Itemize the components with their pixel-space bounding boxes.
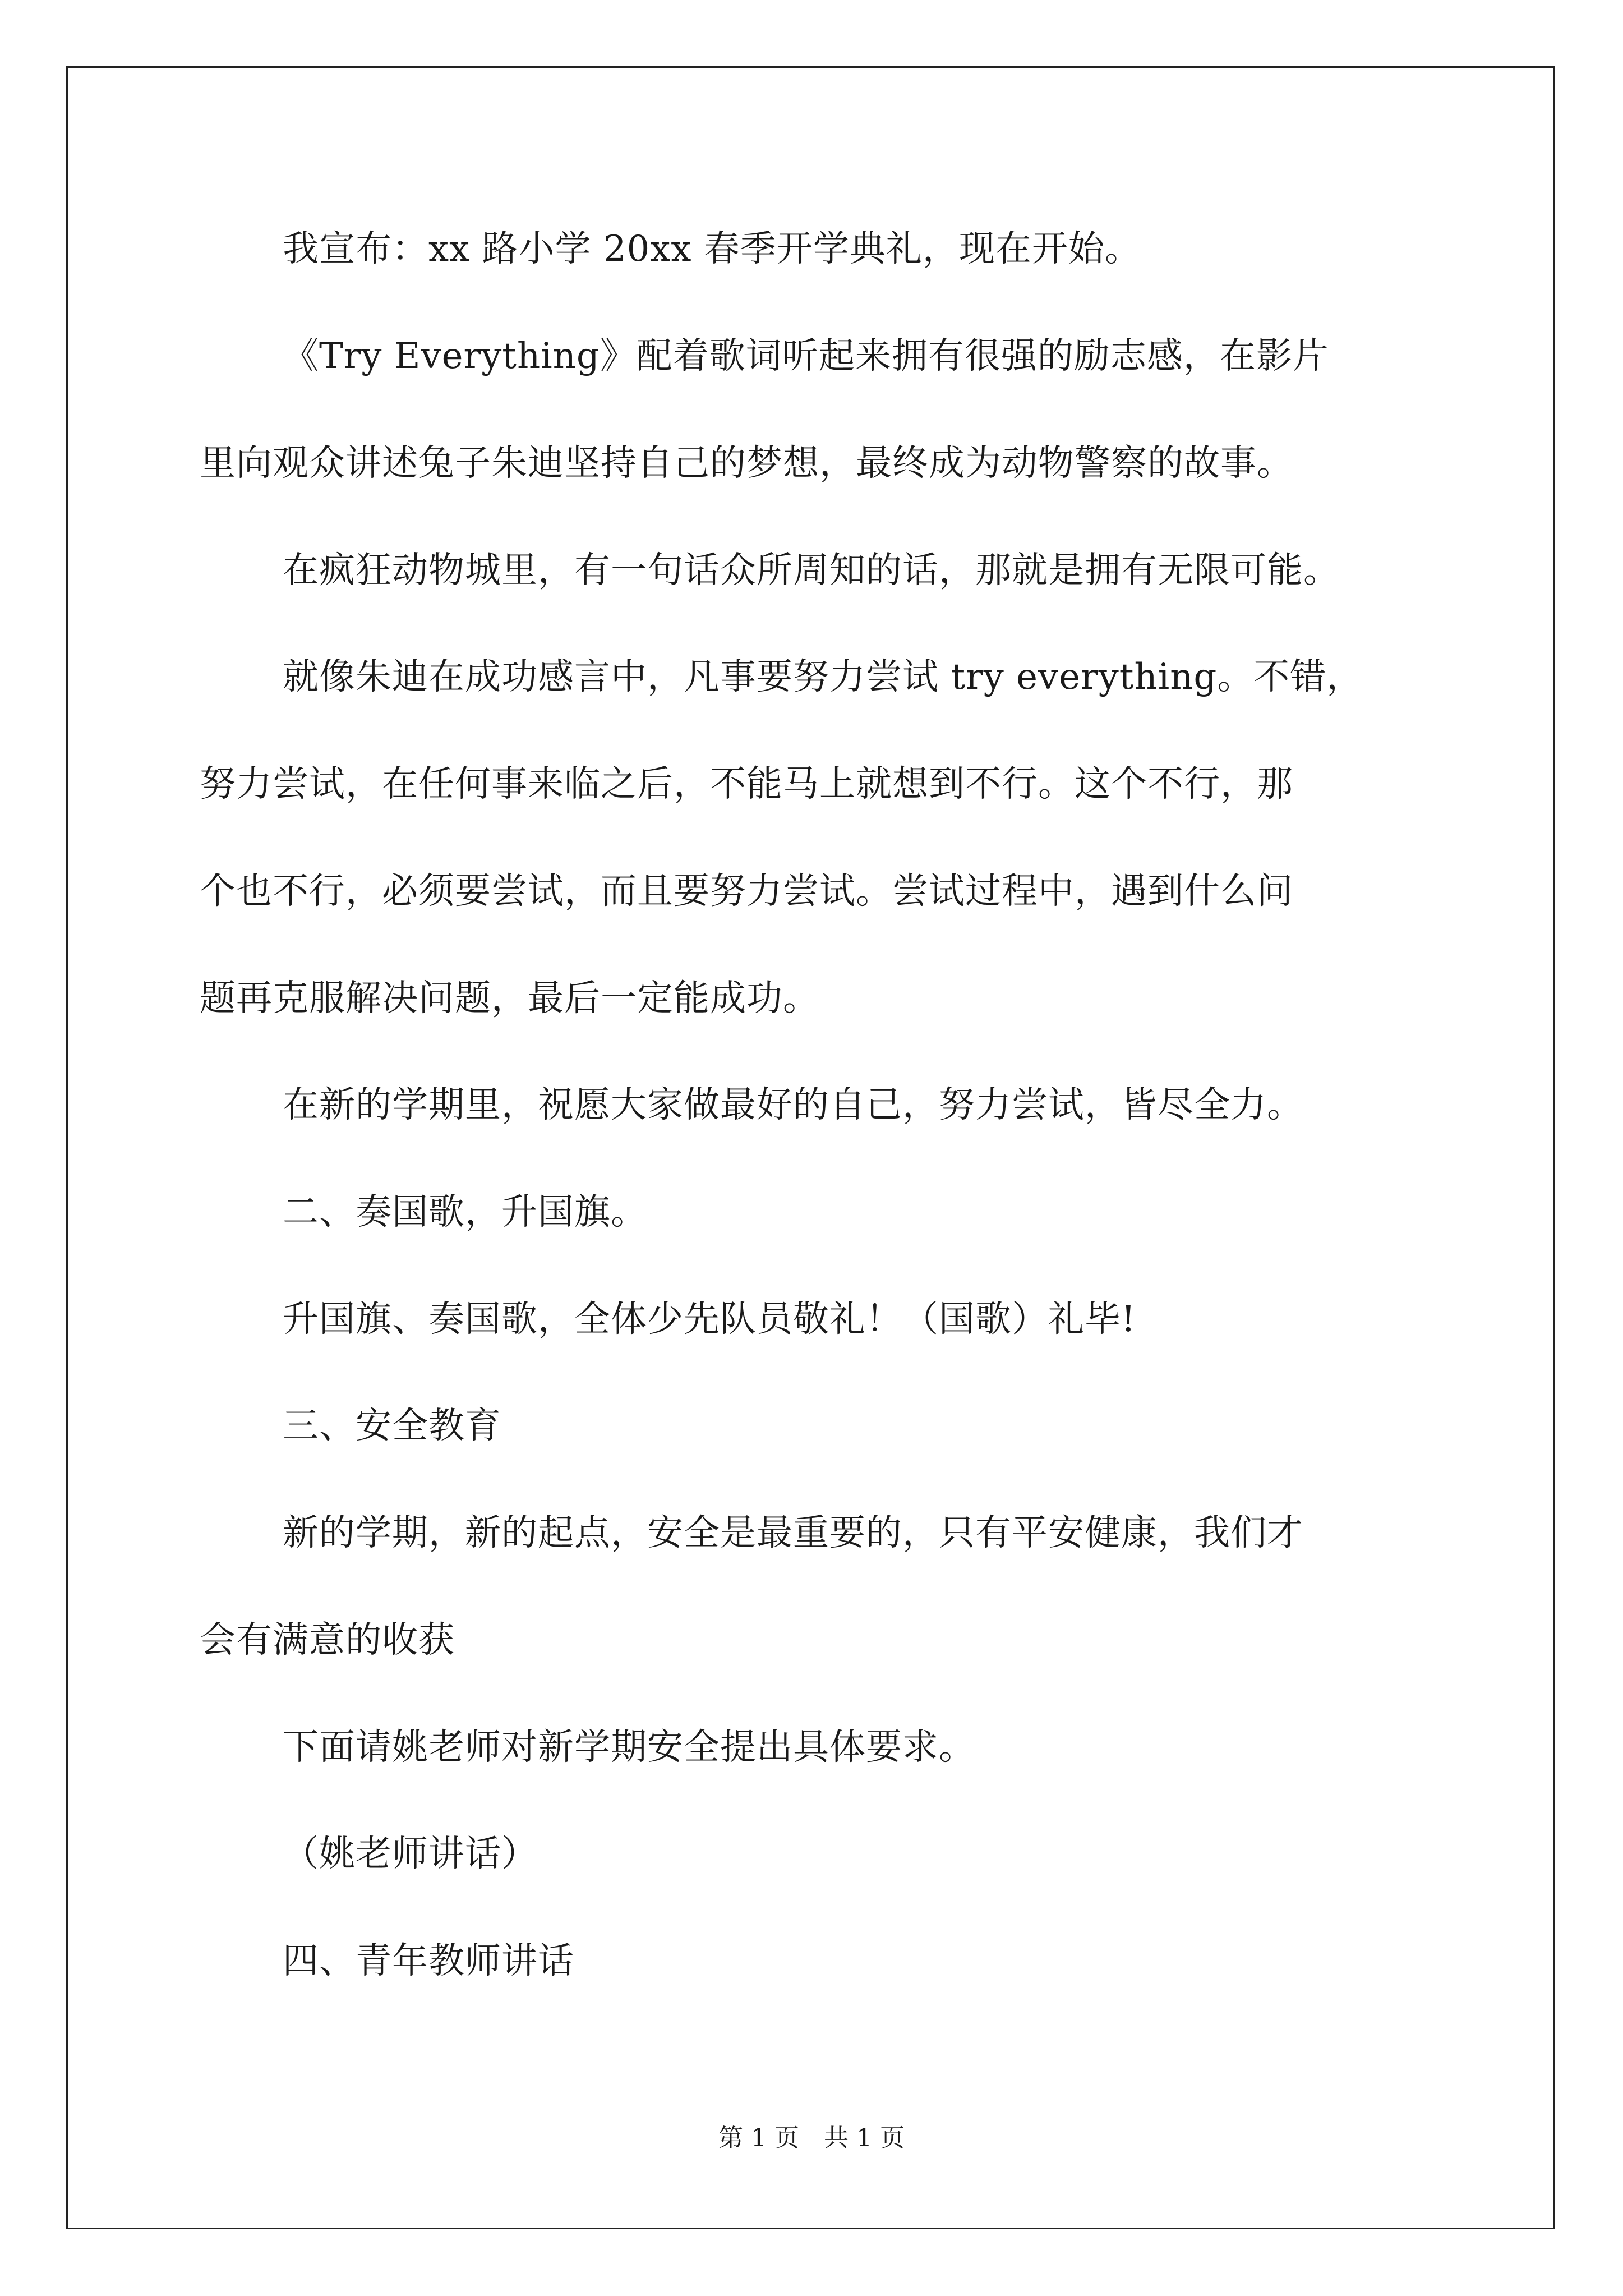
- paragraph-line: 就像朱迪在成功感言中，凡事要努力尝试 try everything。不错，: [283, 656, 1363, 698]
- paragraph-line: 我宣布：xx 路小学 20xx 春季开学典礼，现在开始。: [283, 228, 1141, 270]
- section-heading: 四、青年教师讲话: [283, 1940, 574, 1982]
- paragraph-line: 题再克服解决问题，最后一定能成功。: [200, 978, 819, 1019]
- paragraph-line: 新的学期，新的起点，安全是最重要的，只有平安健康，我们才: [283, 1512, 1303, 1554]
- paragraph-line: （姚老师讲话）: [283, 1833, 538, 1875]
- paragraph-line: 下面请姚老师对新学期安全提出具体要求。: [283, 1727, 975, 1768]
- section-heading: 二、奏国歌，升国旗。: [283, 1191, 647, 1233]
- paragraph-line: 《Try Everything》配着歌词听起来拥有很强的励志感，在影片: [283, 335, 1329, 377]
- paragraph-line: 努力尝试，在任何事来临之后，不能马上就想到不行。这个不行，那: [200, 763, 1293, 805]
- paragraph-line: 在新的学期里，祝愿大家做最好的自己，努力尝试，皆尽全力。: [283, 1084, 1303, 1126]
- paragraph-line: 在疯狂动物城里，有一句话众所周知的话，那就是拥有无限可能。: [283, 550, 1340, 591]
- section-heading: 三、安全教育: [283, 1405, 501, 1447]
- paragraph-line: 里向观众讲述兔子朱迪坚持自己的梦想，最终成为动物警察的故事。: [200, 443, 1293, 484]
- paragraph-line: 升国旗、奏国歌，全体少先队员敬礼！（国歌）礼毕!: [283, 1299, 1136, 1340]
- paragraph-line: 个也不行，必须要尝试，而且要努力尝试。尝试过程中，遇到什么问: [200, 871, 1293, 912]
- page-border: [66, 66, 1555, 2229]
- paragraph-line: 会有满意的收获: [200, 1619, 455, 1661]
- page-number-footer: 第 1 页 共 1 页: [718, 2124, 905, 2152]
